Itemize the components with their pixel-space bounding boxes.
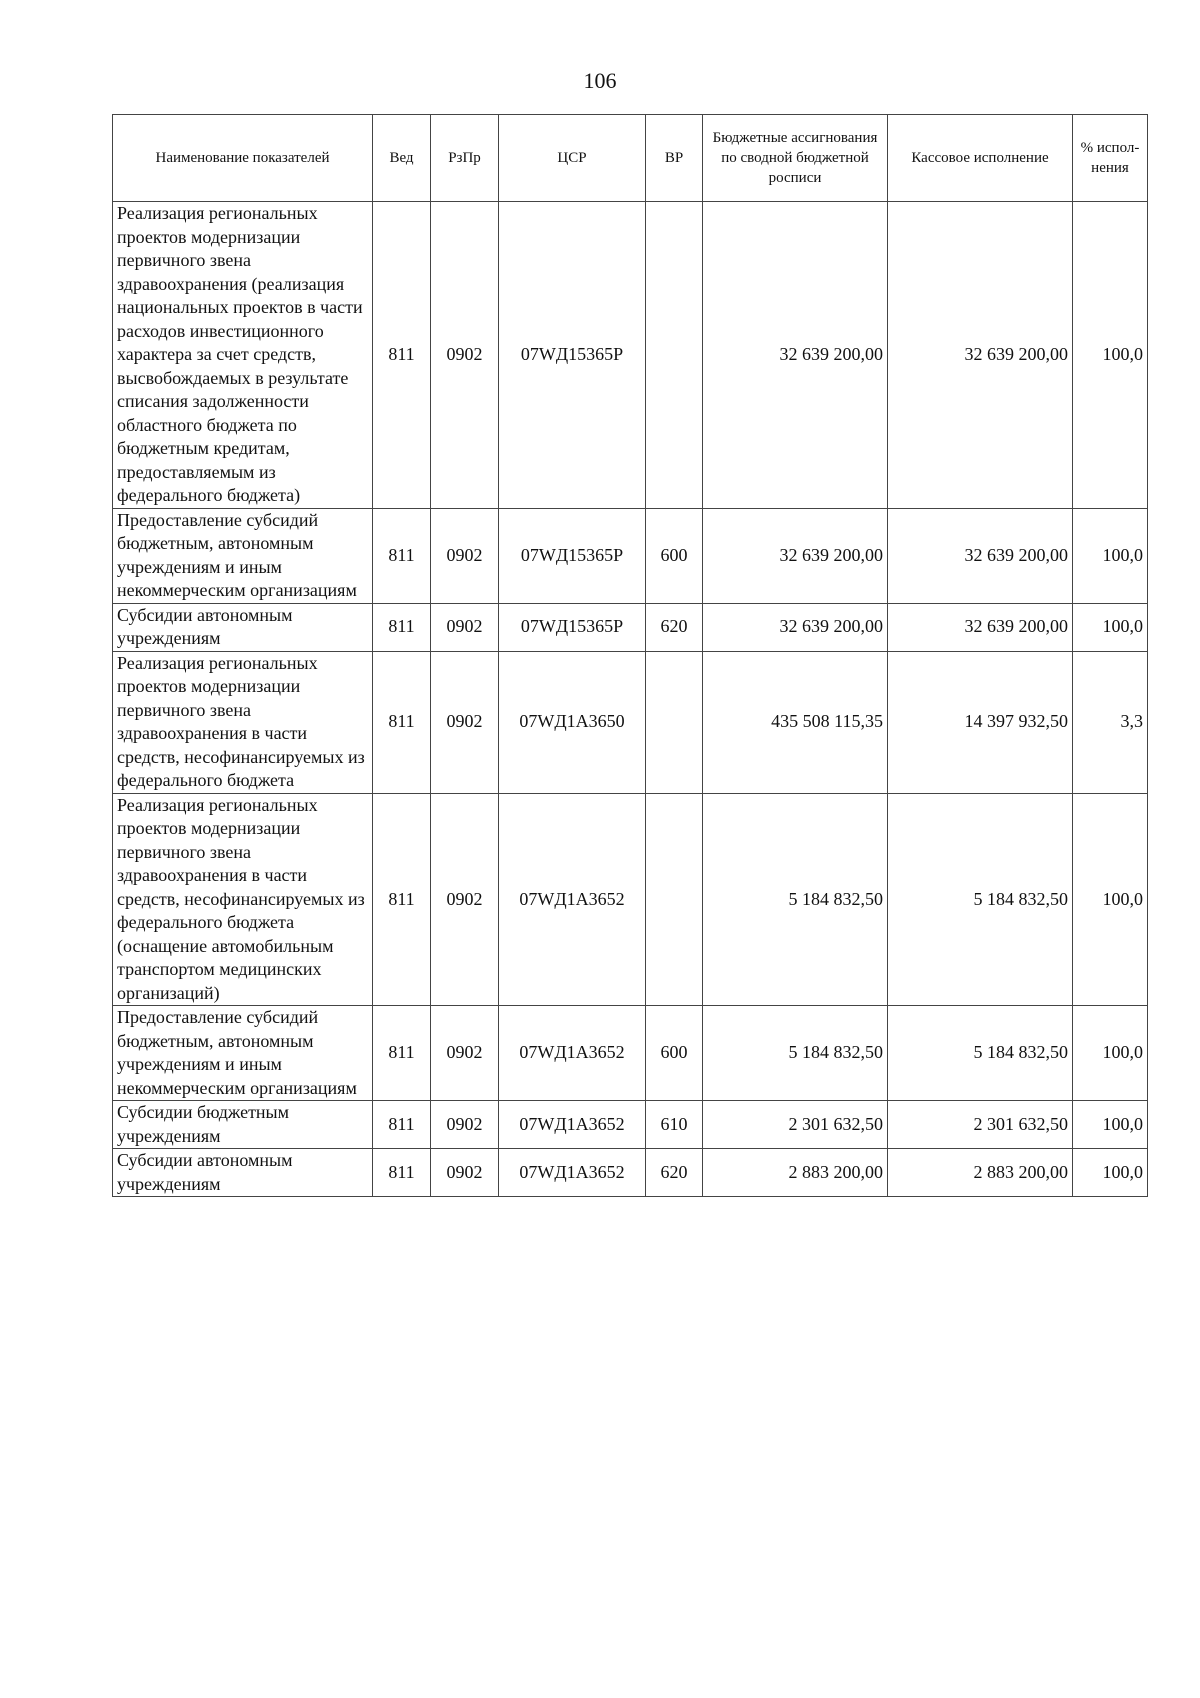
row-vr xyxy=(646,651,703,793)
row-name: Субсидии автономным учреждениям xyxy=(113,1149,373,1197)
row-percent-execution: 3,3 xyxy=(1073,651,1148,793)
row-ved: 811 xyxy=(373,1101,431,1149)
row-assignments: 435 508 115,35 xyxy=(703,651,888,793)
row-vr: 620 xyxy=(646,1149,703,1197)
row-name: Предоставление субсидий бюджетным, автономным учреждениям и иным некоммерческим организациям xyxy=(113,1006,373,1101)
row-name: Реализация региональных проектов модернизации первичного звена здравоохранения в части средств, несофинансируемых из федерального бюджета xyxy=(113,651,373,793)
row-csr: 07WД1А3652 xyxy=(499,793,646,1006)
row-rzpr: 0902 xyxy=(431,202,499,509)
table-row xyxy=(113,603,1148,651)
row-rzpr: 0902 xyxy=(431,508,499,603)
header-rzpr: РзПр xyxy=(431,115,499,202)
row-ved: 811 xyxy=(373,651,431,793)
row-cash-execution: 32 639 200,00 xyxy=(888,508,1073,603)
row-assignments: 5 184 832,50 xyxy=(703,793,888,1006)
row-rzpr: 0902 xyxy=(431,793,499,1006)
row-percent-execution: 100,0 xyxy=(1073,1149,1148,1197)
row-percent-execution: 100,0 xyxy=(1073,1101,1148,1149)
row-cash-execution: 14 397 932,50 xyxy=(888,651,1073,793)
row-assignments: 32 639 200,00 xyxy=(703,508,888,603)
row-csr: 07WД15365Р xyxy=(499,603,646,651)
row-csr: 07WД1А3652 xyxy=(499,1149,646,1197)
row-percent-execution: 100,0 xyxy=(1073,202,1148,509)
header-vr: ВР xyxy=(646,115,703,202)
header-assignments: Бюджетные ассигнования по сводной бюджетной росписи xyxy=(703,115,888,202)
row-percent-execution: 100,0 xyxy=(1073,1006,1148,1101)
row-name: Субсидии бюджетным учреждениям xyxy=(113,1101,373,1149)
row-percent-execution: 100,0 xyxy=(1073,603,1148,651)
row-vr: 620 xyxy=(646,603,703,651)
row-csr: 07WД1А3652 xyxy=(499,1101,646,1149)
row-rzpr: 0902 xyxy=(431,1101,499,1149)
header-percent-execution: % испол-нения xyxy=(1073,115,1148,202)
row-assignments: 2 883 200,00 xyxy=(703,1149,888,1197)
header-csr: ЦСР xyxy=(499,115,646,202)
table-row xyxy=(113,202,1148,509)
table-row xyxy=(113,651,1148,793)
header-name: Наименование показателей xyxy=(113,115,373,202)
row-ved: 811 xyxy=(373,1149,431,1197)
row-assignments: 2 301 632,50 xyxy=(703,1101,888,1149)
row-vr xyxy=(646,793,703,1006)
row-cash-execution: 32 639 200,00 xyxy=(888,603,1073,651)
row-ved: 811 xyxy=(373,793,431,1006)
row-name: Реализация региональных проектов модернизации первичного звена здравоохранения (реализация национальных проектов в части расходов инвестиционного характера за счет средств, высвобождаемых в результате списания задолженности областного бюджета по бюджетным кредитам, предоставляемым из федерального бюджета) xyxy=(113,202,373,509)
row-rzpr: 0902 xyxy=(431,1149,499,1197)
table-row xyxy=(113,1149,1148,1197)
row-vr xyxy=(646,202,703,509)
row-name: Реализация региональных проектов модернизации первичного звена здравоохранения в части средств, несофинансируемых из федерального бюджета (оснащение автомобильным транспортом медицинских организаций) xyxy=(113,793,373,1006)
row-cash-execution: 2 883 200,00 xyxy=(888,1149,1073,1197)
table-header-row xyxy=(113,115,1148,202)
row-assignments: 32 639 200,00 xyxy=(703,603,888,651)
row-rzpr: 0902 xyxy=(431,1006,499,1101)
row-cash-execution: 5 184 832,50 xyxy=(888,1006,1073,1101)
header-ved: Вед xyxy=(373,115,431,202)
row-name: Предоставление субсидий бюджетным, автономным учреждениям и иным некоммерческим организациям xyxy=(113,508,373,603)
row-ved: 811 xyxy=(373,508,431,603)
page-number: 106 xyxy=(583,68,617,93)
row-rzpr: 0902 xyxy=(431,651,499,793)
row-assignments: 5 184 832,50 xyxy=(703,1006,888,1101)
row-assignments: 32 639 200,00 xyxy=(703,202,888,509)
row-cash-execution: 5 184 832,50 xyxy=(888,793,1073,1006)
row-vr: 600 xyxy=(646,1006,703,1101)
row-cash-execution: 2 301 632,50 xyxy=(888,1101,1073,1149)
table-row xyxy=(113,1006,1148,1101)
header-cash-execution: Кассовое исполнение xyxy=(888,115,1073,202)
row-csr: 07WД1А3652 xyxy=(499,1006,646,1101)
table-row xyxy=(113,1101,1148,1149)
row-cash-execution: 32 639 200,00 xyxy=(888,202,1073,509)
row-rzpr: 0902 xyxy=(431,603,499,651)
row-csr: 07WД1А3650 xyxy=(499,651,646,793)
row-percent-execution: 100,0 xyxy=(1073,793,1148,1006)
row-csr: 07WД15365Р xyxy=(499,202,646,509)
row-vr: 600 xyxy=(646,508,703,603)
table-row xyxy=(113,793,1148,1006)
row-vr: 610 xyxy=(646,1101,703,1149)
row-ved: 811 xyxy=(373,603,431,651)
budget-table xyxy=(112,114,1148,1197)
row-ved: 811 xyxy=(373,1006,431,1101)
table-row xyxy=(113,508,1148,603)
row-name: Субсидии автономным учреждениям xyxy=(113,603,373,651)
row-ved: 811 xyxy=(373,202,431,509)
row-csr: 07WД15365Р xyxy=(499,508,646,603)
row-percent-execution: 100,0 xyxy=(1073,508,1148,603)
